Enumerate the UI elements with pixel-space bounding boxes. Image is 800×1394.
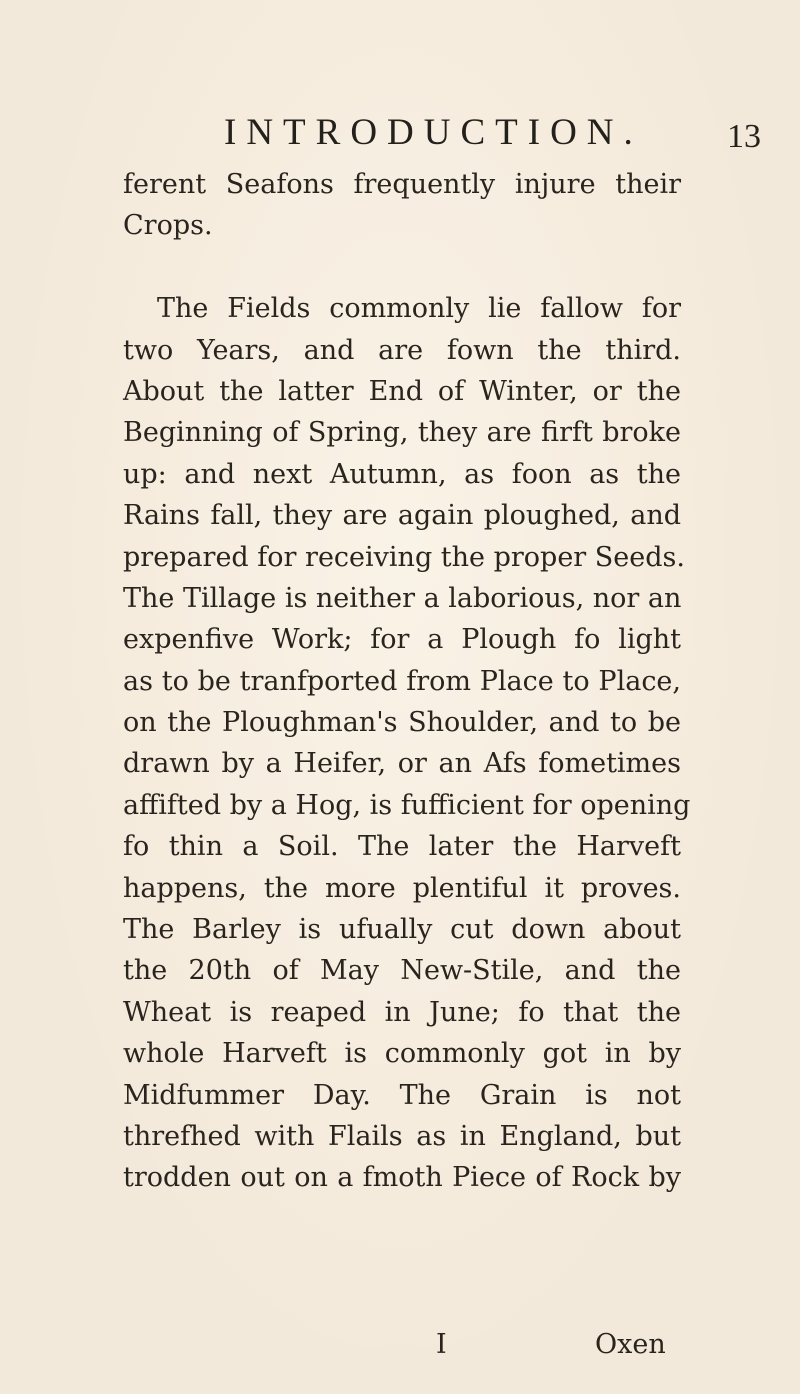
body-text	[123, 164, 691, 1199]
text-line: Beginning of Spring, they are firft broke	[123, 417, 681, 449]
text-line: threfhed with Flails as in England, but	[123, 1120, 681, 1152]
text-line: Midfummer Day. The Grain is not	[123, 1079, 681, 1111]
text-line: Wheat is reaped in June; fo that the	[123, 996, 681, 1028]
text-line: The Fields commonly lie fallow for	[157, 293, 681, 325]
running-head-title: INTRODUCTION.	[224, 112, 643, 153]
text-line: whole Harveft is commonly got in by	[123, 1038, 681, 1070]
text-line: up: and next Autumn, as foon as the	[123, 458, 681, 490]
text-line: The Tillage is neither a laborious, nor an	[123, 582, 682, 614]
text-line: two Years, and are fown the third.	[123, 334, 681, 366]
running-head	[0, 108, 800, 158]
signature-mark: I	[436, 1329, 447, 1360]
text-line: affifted by a Hog, is fufficient for opening	[123, 789, 691, 821]
text-line: happens, the more plentiful it proves.	[123, 872, 681, 904]
text-line: trodden out on a fmoth Piece of Rock by	[123, 1162, 681, 1194]
text-line: Rains fall, they are again ploughed, and	[123, 500, 681, 532]
text-line: About the latter End of Winter, or the	[123, 375, 681, 407]
text-line: fo thin a Soil. The later the Harveft	[123, 831, 681, 863]
text-line: expenfive Work; for a Plough fo light	[123, 624, 681, 656]
text-line: as to be tranfported from Place to Place,	[123, 665, 681, 697]
text-line: prepared for receiving the proper Seeds.	[123, 541, 685, 573]
text-line: on the Ploughman's Shoulder, and to be	[123, 707, 681, 739]
text-line: the 20th of May New-Stile, and the	[123, 955, 681, 987]
page-number: 13	[727, 118, 761, 155]
paragraph-gap	[123, 247, 681, 288]
text-line: The Barley is ufually cut down about	[123, 914, 681, 946]
catchword: Oxen	[595, 1329, 666, 1360]
text-line: ferent Seafons frequently injure their	[123, 169, 681, 200]
text-line: drawn by a Heifer, or an Afs fometimes	[123, 748, 681, 780]
text-line: Crops.	[123, 210, 213, 242]
